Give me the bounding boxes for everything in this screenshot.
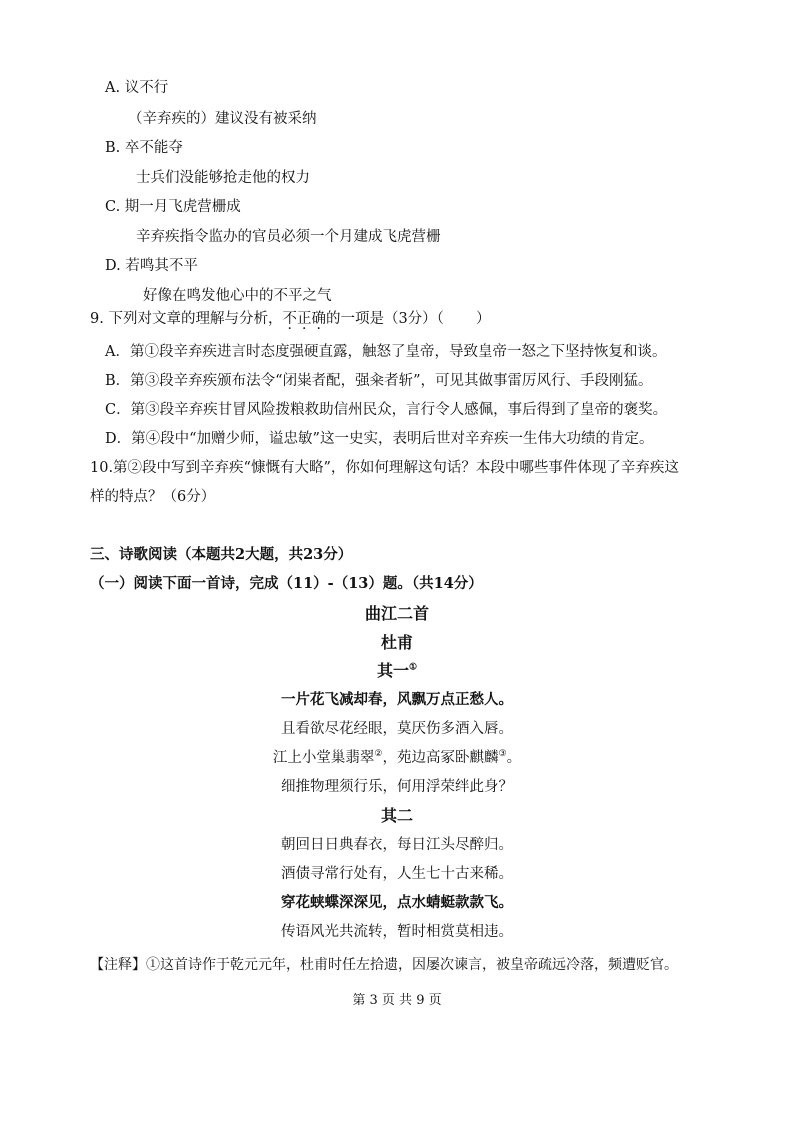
q9-option-a: A．第①段辛弃疾进言时态度强硬直露，触怒了皇帝，导致皇帝一怒之下坚持恢复和谈。: [105, 344, 667, 360]
poem-part1-title: [0, 661, 794, 681]
q9-option-d: D．第④段中“加赠少师，谥忠敏”这一史实，表明后世对辛弃疾一生伟大功绩的肯定。: [105, 431, 654, 447]
q9-option-c: C．第③段辛弃疾甘冒风险拨粮救助信州民众，言行令人感佩，事后得到了皇帝的褒奖。: [105, 402, 668, 418]
q9-option-b: B．第③段辛弃疾颁布法令“闭粜者配，强籴者斩”，可见其做事雷厉风行、手段刚猛。: [105, 373, 653, 389]
q8-option-b-gloss: 士兵们没能够抢走他的权力: [136, 170, 310, 186]
poem-line-part: 。: [506, 750, 522, 766]
footnote-marker: ①: [408, 662, 418, 673]
q9-close: ）: [475, 311, 491, 327]
option-letter: D.: [105, 258, 121, 274]
poem-line: 一片花飞减却春，风飘万点正愁人。: [281, 691, 513, 708]
section-subheading: （一）阅读下面一首诗，完成（11）-（13）题。（共14分）: [90, 575, 483, 592]
q8-option-a-gloss: （辛弃疾的）建议没有被采纳: [128, 111, 317, 127]
q8-option-c-gloss: 辛弃疾指令监办的官员必须一个月建成飞虎营栅: [136, 229, 441, 245]
q9-emph-1: 不: [282, 311, 297, 327]
poem-line: 传语风光共流转，暂时相赏莫相违。: [281, 924, 513, 940]
page-footer: 第 3 页 共 9 页: [352, 993, 442, 1008]
poem-line: 酒债寻常行处有，人生七十古来稀。: [281, 866, 513, 882]
poem-author: 杜甫: [380, 633, 413, 652]
q8-option-d-gloss: 好像在鸣发他心中的不平之气: [143, 288, 332, 304]
q9-suffix: 的一项是（3分）（: [325, 311, 444, 327]
q9-stem: [90, 309, 490, 329]
option-phrase: 卒不能夺: [124, 140, 183, 156]
option-letter: B.: [105, 140, 121, 156]
q9-emph-3: 确: [311, 311, 326, 327]
poem-line-part: ，苑边高冢卧麒麟: [382, 750, 499, 766]
q8-option-b: [105, 138, 183, 158]
q8-option-a: [105, 78, 168, 98]
part1-title-text: 其一: [376, 661, 409, 680]
poem-line: [0, 748, 794, 768]
option-phrase: 期一月飞虎营栅成: [124, 199, 241, 215]
q10-line-1: 10.第②段中写到辛弃疾“慷慨有大略”，你如何理解这句话？本段中哪些事件体现了辛弃疾这: [90, 460, 679, 476]
q9-emph-2: 正: [296, 311, 312, 327]
poem-line: 朝回日日典春衣，每日江头尽醉归。: [281, 837, 513, 853]
annotation-note: 【注释】①这首诗作于乾元元年，杜甫时任左拾遗，因屡次谏言，被皇帝疏远冷落，频遭贬官。: [90, 957, 678, 973]
option-letter: A.: [105, 80, 121, 96]
option-letter: C.: [105, 199, 121, 215]
poem-line: 且看欲尽花经眼，莫厌伤多酒入唇。: [281, 721, 513, 737]
section-heading: 三、诗歌阅读（本题共2大题，共23分）: [90, 546, 353, 563]
option-phrase: 若鸣其不平: [125, 258, 198, 274]
q10-line-2: 样的特点？（6分）: [90, 489, 216, 505]
q8-option-d: [105, 256, 198, 276]
poem-line: 细推物理须行乐，何用浮荣绊此身？: [281, 779, 513, 795]
q9-prefix: 9. 下列对文章的理解与分析，: [90, 311, 283, 327]
poem-line-part: 江上小堂巢翡翠: [272, 750, 375, 766]
poem-part2-title: 其二: [380, 806, 413, 825]
footnote-marker: ②: [374, 749, 383, 760]
option-phrase: 议不行: [124, 80, 169, 96]
poem-line: 穿花蛱蝶深深见，点水蜻蜓款款飞。: [281, 894, 513, 911]
q8-option-c: [105, 197, 241, 217]
poem-title: 曲江二首: [364, 604, 429, 623]
footnote-marker: ③: [498, 749, 507, 760]
